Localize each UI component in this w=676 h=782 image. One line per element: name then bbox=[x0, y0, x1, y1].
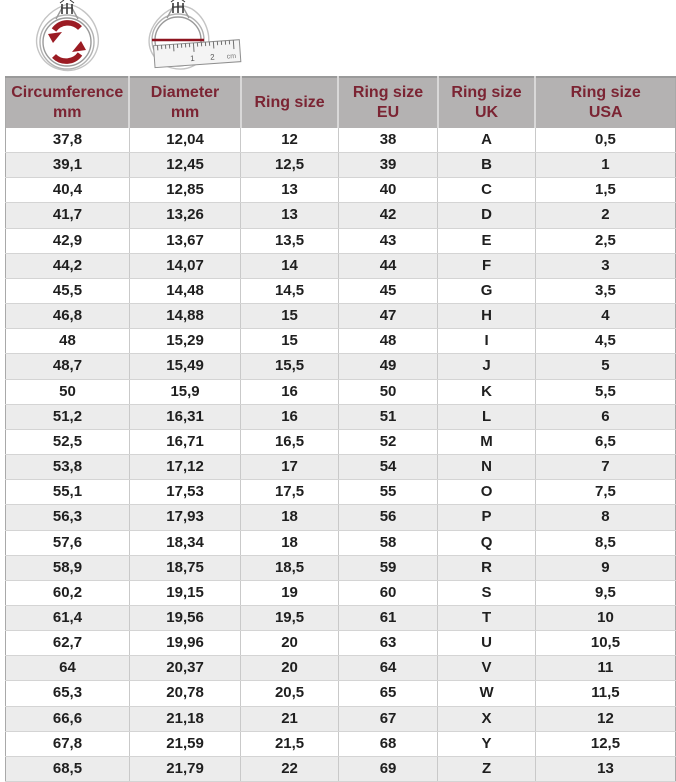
table-cell-diameter: 15,29 bbox=[129, 329, 240, 354]
table-cell-diameter: 15,9 bbox=[129, 379, 240, 404]
column-header-circumference bbox=[6, 77, 130, 128]
table-cell-usa: 6,5 bbox=[535, 429, 675, 454]
table-cell-uk: O bbox=[438, 480, 536, 505]
ring-diameter-icon bbox=[134, 0, 244, 76]
table-cell-ringsize: 13 bbox=[241, 178, 339, 203]
table-cell-diameter: 20,78 bbox=[129, 681, 240, 706]
table-cell-usa: 2 bbox=[535, 203, 675, 228]
table-row bbox=[6, 605, 676, 630]
table-cell-diameter: 16,71 bbox=[129, 429, 240, 454]
table-cell-circumference: 58,9 bbox=[6, 555, 130, 580]
header-line1: Ring size bbox=[570, 83, 641, 101]
ring-circumference-icon bbox=[18, 0, 118, 76]
table-cell-eu: 61 bbox=[338, 605, 437, 630]
table-row bbox=[6, 681, 676, 706]
table-cell-diameter: 12,45 bbox=[129, 153, 240, 178]
table-cell-ringsize: 18 bbox=[241, 530, 339, 555]
table-cell-circumference: 45,5 bbox=[6, 278, 130, 303]
table-cell-usa: 4 bbox=[535, 304, 675, 329]
table-cell-circumference: 67,8 bbox=[6, 731, 130, 756]
table-cell-usa: 5,5 bbox=[535, 379, 675, 404]
table-cell-ringsize: 13,5 bbox=[241, 228, 339, 253]
table-cell-usa: 3 bbox=[535, 253, 675, 278]
table-cell-ringsize: 21,5 bbox=[241, 731, 339, 756]
table-cell-eu: 54 bbox=[338, 455, 437, 480]
table-cell-eu: 50 bbox=[338, 379, 437, 404]
table-body bbox=[6, 128, 676, 782]
table-cell-circumference: 52,5 bbox=[6, 429, 130, 454]
table-cell-eu: 60 bbox=[338, 580, 437, 605]
table-cell-ringsize: 20 bbox=[241, 631, 339, 656]
table-cell-usa: 7 bbox=[535, 455, 675, 480]
table-row bbox=[6, 631, 676, 656]
table-cell-eu: 56 bbox=[338, 505, 437, 530]
table-cell-ringsize: 13 bbox=[241, 203, 339, 228]
table-cell-diameter: 18,75 bbox=[129, 555, 240, 580]
table-row bbox=[6, 555, 676, 580]
measurement-illustrations bbox=[0, 0, 676, 76]
table-cell-ringsize: 16,5 bbox=[241, 429, 339, 454]
table-cell-diameter: 14,07 bbox=[129, 253, 240, 278]
table-cell-eu: 43 bbox=[338, 228, 437, 253]
table-cell-diameter: 13,67 bbox=[129, 228, 240, 253]
table-cell-uk: K bbox=[438, 379, 536, 404]
ruler-label-cm: cm bbox=[226, 52, 237, 61]
table-cell-uk: N bbox=[438, 455, 536, 480]
table-cell-circumference: 41,7 bbox=[6, 203, 130, 228]
table-row bbox=[6, 228, 676, 253]
table-row bbox=[6, 304, 676, 329]
table-cell-uk: V bbox=[438, 656, 536, 681]
header-line1: Ring size bbox=[352, 83, 424, 101]
table-cell-eu: 64 bbox=[338, 656, 437, 681]
table-cell-diameter: 16,31 bbox=[129, 404, 240, 429]
table-header-row bbox=[6, 77, 676, 128]
table-cell-eu: 45 bbox=[338, 278, 437, 303]
table-cell-usa: 11,5 bbox=[535, 681, 675, 706]
table-cell-circumference: 62,7 bbox=[6, 631, 130, 656]
table-cell-ringsize: 21 bbox=[241, 706, 339, 731]
table-cell-diameter: 18,34 bbox=[129, 530, 240, 555]
table-cell-eu: 58 bbox=[338, 530, 437, 555]
table-row bbox=[6, 530, 676, 555]
ring-size-conversion-table bbox=[5, 76, 676, 782]
table-row bbox=[6, 404, 676, 429]
table-cell-ringsize: 16 bbox=[241, 379, 339, 404]
column-header-uk bbox=[438, 77, 536, 128]
table-row bbox=[6, 455, 676, 480]
column-header-ringsize bbox=[241, 77, 339, 128]
header-line2: mm bbox=[170, 103, 200, 121]
table-row bbox=[6, 329, 676, 354]
table-cell-circumference: 48,7 bbox=[6, 354, 130, 379]
table-cell-eu: 48 bbox=[338, 329, 437, 354]
table-cell-usa: 8,5 bbox=[535, 530, 675, 555]
table-cell-uk: Y bbox=[438, 731, 536, 756]
table-cell-uk: I bbox=[438, 329, 536, 354]
table-row bbox=[6, 153, 676, 178]
table-cell-eu: 42 bbox=[338, 203, 437, 228]
table-cell-usa: 10 bbox=[535, 605, 675, 630]
table-row bbox=[6, 278, 676, 303]
table-cell-uk: M bbox=[438, 429, 536, 454]
table-cell-eu: 69 bbox=[338, 756, 437, 781]
table-cell-eu: 49 bbox=[338, 354, 437, 379]
ruler-label-1: 1 bbox=[189, 53, 196, 64]
table-cell-usa: 8 bbox=[535, 505, 675, 530]
table-cell-diameter: 13,26 bbox=[129, 203, 240, 228]
table-row bbox=[6, 580, 676, 605]
table-cell-uk: X bbox=[438, 706, 536, 731]
header-line2: UK bbox=[474, 103, 499, 121]
table-cell-uk: W bbox=[438, 681, 536, 706]
table-cell-uk: H bbox=[438, 304, 536, 329]
table-cell-diameter: 21,59 bbox=[129, 731, 240, 756]
table-cell-eu: 39 bbox=[338, 153, 437, 178]
table-cell-usa: 9 bbox=[535, 555, 675, 580]
table-cell-usa: 1 bbox=[535, 153, 675, 178]
table-row bbox=[6, 354, 676, 379]
table-row bbox=[6, 706, 676, 731]
table-cell-diameter: 17,53 bbox=[129, 480, 240, 505]
table-cell-uk: E bbox=[438, 228, 536, 253]
table-cell-diameter: 14,88 bbox=[129, 304, 240, 329]
table-cell-usa: 13 bbox=[535, 756, 675, 781]
table-cell-usa: 0,5 bbox=[535, 128, 675, 153]
header-line2: mm bbox=[52, 103, 82, 121]
table-cell-circumference: 40,4 bbox=[6, 178, 130, 203]
table-cell-uk: L bbox=[438, 404, 536, 429]
table-cell-ringsize: 14,5 bbox=[241, 278, 339, 303]
table-cell-ringsize: 15,5 bbox=[241, 354, 339, 379]
table-cell-eu: 40 bbox=[338, 178, 437, 203]
table-cell-circumference: 68,5 bbox=[6, 756, 130, 781]
table-row bbox=[6, 756, 676, 781]
table-cell-circumference: 51,2 bbox=[6, 404, 130, 429]
table-row bbox=[6, 128, 676, 153]
table-cell-usa: 3,5 bbox=[535, 278, 675, 303]
table-cell-diameter: 19,15 bbox=[129, 580, 240, 605]
table-row bbox=[6, 656, 676, 681]
table-cell-diameter: 12,04 bbox=[129, 128, 240, 153]
table-cell-ringsize: 17 bbox=[241, 455, 339, 480]
table-cell-diameter: 19,96 bbox=[129, 631, 240, 656]
table-cell-ringsize: 12 bbox=[241, 128, 339, 153]
table-cell-eu: 67 bbox=[338, 706, 437, 731]
table-cell-ringsize: 12,5 bbox=[241, 153, 339, 178]
table-cell-diameter: 19,56 bbox=[129, 605, 240, 630]
table-cell-circumference: 37,8 bbox=[6, 128, 130, 153]
column-header-eu bbox=[338, 77, 437, 128]
header-line1: Ring size bbox=[451, 83, 522, 101]
table-cell-uk: T bbox=[438, 605, 536, 630]
table-cell-circumference: 39,1 bbox=[6, 153, 130, 178]
ruler-graphic bbox=[154, 40, 241, 68]
header-line2: EU bbox=[376, 103, 400, 121]
table-cell-usa: 5 bbox=[535, 354, 675, 379]
table-cell-circumference: 48 bbox=[6, 329, 130, 354]
table-row bbox=[6, 203, 676, 228]
table-cell-eu: 52 bbox=[338, 429, 437, 454]
table-cell-usa: 1,5 bbox=[535, 178, 675, 203]
table-cell-ringsize: 18,5 bbox=[241, 555, 339, 580]
table-cell-uk: B bbox=[438, 153, 536, 178]
table-cell-diameter: 17,12 bbox=[129, 455, 240, 480]
ruler-label-2: 2 bbox=[209, 52, 215, 62]
table-cell-usa: 2,5 bbox=[535, 228, 675, 253]
table-cell-eu: 59 bbox=[338, 555, 437, 580]
table-cell-ringsize: 19 bbox=[241, 580, 339, 605]
table-cell-ringsize: 20 bbox=[241, 656, 339, 681]
table-cell-uk: A bbox=[438, 128, 536, 153]
table-row bbox=[6, 480, 676, 505]
table-cell-ringsize: 22 bbox=[241, 756, 339, 781]
table-cell-ringsize: 15 bbox=[241, 329, 339, 354]
table-cell-circumference: 46,8 bbox=[6, 304, 130, 329]
table-row bbox=[6, 731, 676, 756]
table-cell-eu: 63 bbox=[338, 631, 437, 656]
table-header bbox=[6, 77, 676, 128]
table-cell-ringsize: 16 bbox=[241, 404, 339, 429]
table-cell-ringsize: 18 bbox=[241, 505, 339, 530]
table-cell-circumference: 65,3 bbox=[6, 681, 130, 706]
table-cell-circumference: 61,4 bbox=[6, 605, 130, 630]
table-cell-ringsize: 14 bbox=[241, 253, 339, 278]
table-cell-eu: 51 bbox=[338, 404, 437, 429]
table-cell-usa: 12 bbox=[535, 706, 675, 731]
table-cell-uk: F bbox=[438, 253, 536, 278]
table-cell-usa: 6 bbox=[535, 404, 675, 429]
table-cell-diameter: 15,49 bbox=[129, 354, 240, 379]
table-cell-eu: 68 bbox=[338, 731, 437, 756]
table-cell-usa: 9,5 bbox=[535, 580, 675, 605]
table-cell-circumference: 57,6 bbox=[6, 530, 130, 555]
header-line1: Circumference bbox=[11, 83, 124, 101]
table-cell-circumference: 50 bbox=[6, 379, 130, 404]
table-cell-eu: 47 bbox=[338, 304, 437, 329]
table-cell-uk: R bbox=[438, 555, 536, 580]
table-cell-circumference: 44,2 bbox=[6, 253, 130, 278]
table-row bbox=[6, 178, 676, 203]
table-row bbox=[6, 429, 676, 454]
table-cell-usa: 10,5 bbox=[535, 631, 675, 656]
table-cell-ringsize: 19,5 bbox=[241, 605, 339, 630]
table-cell-diameter: 12,85 bbox=[129, 178, 240, 203]
table-cell-uk: U bbox=[438, 631, 536, 656]
table-cell-diameter: 21,79 bbox=[129, 756, 240, 781]
column-header-diameter bbox=[129, 77, 240, 128]
header-line2: USA bbox=[588, 103, 623, 121]
table-row bbox=[6, 253, 676, 278]
table-cell-uk: C bbox=[438, 178, 536, 203]
table-row bbox=[6, 379, 676, 404]
table-cell-circumference: 66,6 bbox=[6, 706, 130, 731]
table-cell-uk: Q bbox=[438, 530, 536, 555]
table-cell-diameter: 20,37 bbox=[129, 656, 240, 681]
table-row bbox=[6, 505, 676, 530]
ring-size-table-wrap bbox=[5, 76, 676, 777]
table-cell-uk: J bbox=[438, 354, 536, 379]
table-cell-uk: D bbox=[438, 203, 536, 228]
table-cell-usa: 7,5 bbox=[535, 480, 675, 505]
table-cell-circumference: 60,2 bbox=[6, 580, 130, 605]
table-cell-uk: S bbox=[438, 580, 536, 605]
table-cell-eu: 55 bbox=[338, 480, 437, 505]
header-line1: Diameter bbox=[150, 83, 220, 101]
table-cell-circumference: 42,9 bbox=[6, 228, 130, 253]
table-cell-diameter: 14,48 bbox=[129, 278, 240, 303]
table-cell-ringsize: 20,5 bbox=[241, 681, 339, 706]
table-cell-circumference: 56,3 bbox=[6, 505, 130, 530]
table-cell-eu: 65 bbox=[338, 681, 437, 706]
table-cell-circumference: 64 bbox=[6, 656, 130, 681]
header-line1: Ring size bbox=[254, 93, 325, 111]
table-cell-diameter: 17,93 bbox=[129, 505, 240, 530]
table-cell-circumference: 53,8 bbox=[6, 455, 130, 480]
column-header-usa bbox=[535, 77, 675, 128]
table-cell-uk: P bbox=[438, 505, 536, 530]
table-cell-usa: 4,5 bbox=[535, 329, 675, 354]
table-cell-eu: 38 bbox=[338, 128, 437, 153]
table-cell-diameter: 21,18 bbox=[129, 706, 240, 731]
table-cell-circumference: 55,1 bbox=[6, 480, 130, 505]
table-cell-uk: G bbox=[438, 278, 536, 303]
table-cell-ringsize: 17,5 bbox=[241, 480, 339, 505]
table-cell-uk: Z bbox=[438, 756, 536, 781]
table-cell-eu: 44 bbox=[338, 253, 437, 278]
table-cell-ringsize: 15 bbox=[241, 304, 339, 329]
table-cell-usa: 12,5 bbox=[535, 731, 675, 756]
table-cell-usa: 11 bbox=[535, 656, 675, 681]
